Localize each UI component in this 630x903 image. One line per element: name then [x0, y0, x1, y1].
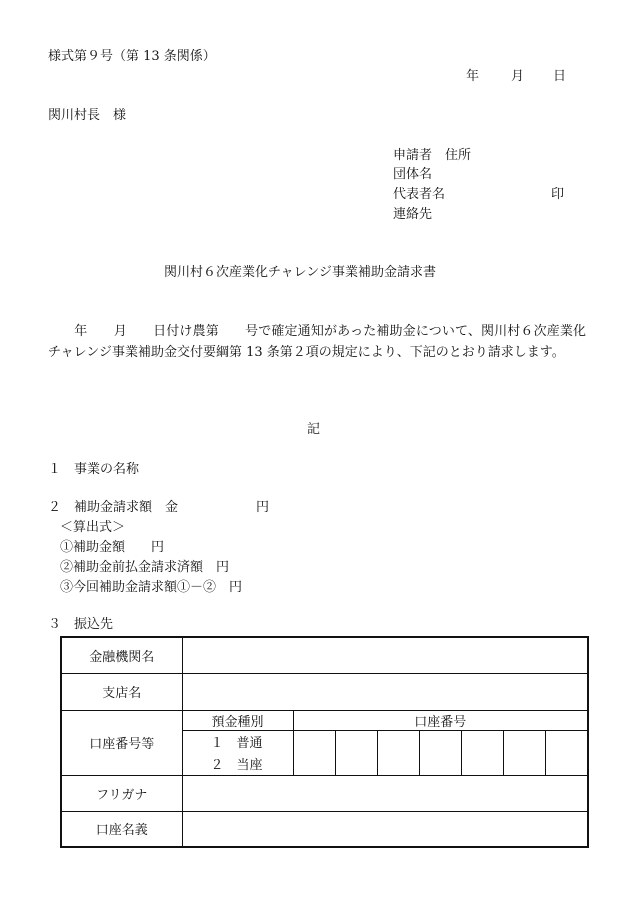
ki-heading: 記 — [307, 422, 321, 437]
date-month-label: 月 — [511, 69, 525, 84]
branch-field[interactable] — [182, 673, 588, 710]
branch-row — [61, 673, 588, 710]
account-header-row — [61, 710, 588, 730]
item-project-name: １ 事業の名称 — [48, 462, 140, 477]
calc-line-3: ③今回補助金請求額①－② 円 — [60, 580, 243, 595]
document-title: 関川村６次産業化チャレンジ事業補助金請求書 — [164, 265, 436, 280]
bank-name-row — [61, 637, 588, 673]
account-digit-box[interactable] — [545, 730, 588, 775]
deposit-type-current[interactable]: ２ 当座 — [182, 752, 293, 775]
account-holder-label: 口座名義 — [61, 811, 182, 847]
calc-heading: ＜算出式＞ — [60, 520, 126, 535]
seal-mark: 印 — [551, 187, 565, 202]
account-digit-box[interactable] — [335, 730, 377, 775]
deposit-type-header: 預金種別 — [182, 710, 293, 730]
account-digit-box[interactable] — [461, 730, 503, 775]
date-year-label: 年 — [466, 69, 480, 84]
deposit-type-ordinary[interactable]: １ 普通 — [182, 730, 293, 752]
calc-line-2: ②補助金前払金請求済額 円 — [60, 560, 230, 575]
item-request-amount: ２ 補助金請求額 金 円 — [48, 500, 270, 515]
form-number: 様式第９号（第 13 条関係） — [48, 49, 216, 64]
branch-label: 支店名 — [61, 673, 182, 710]
calc-line-1: ①補助金額 円 — [60, 540, 165, 555]
item-transfer-destination: ３ 振込先 — [48, 617, 114, 632]
bank-name-field[interactable] — [182, 637, 588, 673]
furigana-label: フリガナ — [61, 775, 182, 811]
account-number-header: 口座番号 — [293, 710, 588, 730]
applicant-address-label: 申請者 住所 — [393, 148, 472, 163]
account-info-label: 口座番号等 — [61, 710, 182, 775]
account-holder-field[interactable] — [182, 811, 588, 847]
account-digit-box[interactable] — [503, 730, 545, 775]
addressee: 関川村長 様 — [48, 108, 127, 123]
bank-account-table — [60, 636, 589, 848]
bank-name-label: 金融機関名 — [61, 637, 182, 673]
applicant-org-label: 団体名 — [393, 167, 433, 182]
furigana-row — [61, 775, 588, 811]
account-digit-box[interactable] — [293, 730, 335, 775]
applicant-contact-label: 連絡先 — [393, 207, 433, 222]
request-paragraph: 年 月 日付け農第 号で確定通知があった補助金について、関川村６次産業化チャレンジ事業補助金交付要綱第 13 条第２項の規定により、下記のとおり請求します。 — [48, 324, 586, 360]
applicant-rep-label: 代表者名 — [393, 187, 446, 202]
account-digit-box[interactable] — [377, 730, 419, 775]
account-holder-row — [61, 811, 588, 847]
furigana-field[interactable] — [182, 775, 588, 811]
account-digit-box[interactable] — [419, 730, 461, 775]
date-day-label: 日 — [553, 69, 567, 84]
